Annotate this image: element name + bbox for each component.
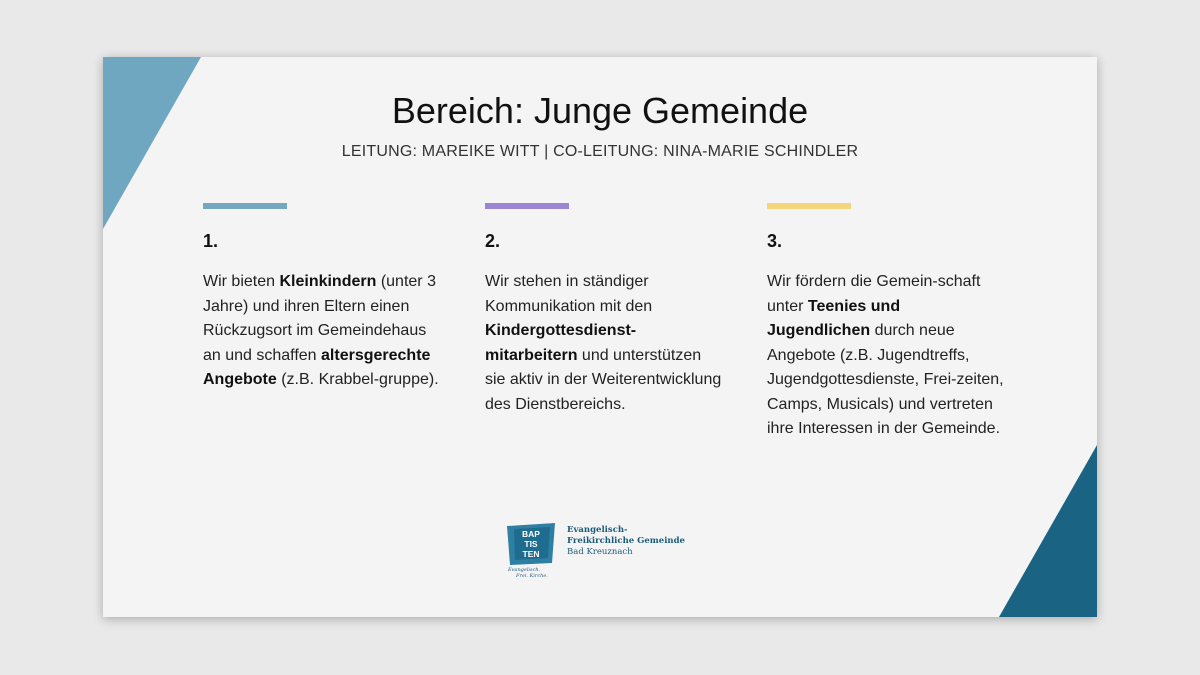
page-title: Bereich: Junge Gemeinde <box>391 90 809 131</box>
column-text-3 <box>767 270 1007 442</box>
corner-triangle-bottom-right <box>997 445 1097 617</box>
logo-badge-line-2: TIS <box>524 539 538 549</box>
page-subtitle: LEITUNG: MAREIKE WITT | CO-LEITUNG: NINA-MARIE SCHINDLER <box>341 143 859 160</box>
highlight-text: Kindergottesdienst-mitarbeitern <box>485 322 637 364</box>
accent-bar-2 <box>485 203 569 209</box>
org-line-2: Freikirchliche Gemeinde <box>567 536 685 546</box>
logo-badge-line-3: TEN <box>522 549 540 559</box>
column-number-1: 1. <box>203 231 219 251</box>
accent-bar-3 <box>767 203 851 209</box>
highlight-text: altersgerechte Angebote <box>203 346 431 388</box>
column-3 <box>767 203 1007 442</box>
column-number-2: 2. <box>485 231 501 251</box>
highlight-text: Kleinkindern <box>279 273 377 290</box>
org-line-1: Evangelisch- <box>567 525 628 535</box>
logo-badge-line-1: BAP <box>522 529 540 539</box>
column-text-1 <box>203 270 443 393</box>
body-text: (unter 3 Jahre) und ihren Eltern einen Rückzugsort im Gemeindehaus an und schaffen <box>203 273 436 364</box>
logo-tagline-line-1: Evangelisch. <box>508 567 541 573</box>
body-text: (z.B. Krabbel-gruppe). <box>276 371 439 388</box>
body-text: Wir stehen in ständiger Kommunikation mit den <box>485 273 653 315</box>
body-text: Wir fördern die Gemein-schaft unter <box>767 273 981 315</box>
highlight-text: Teenies und Jugendlichen <box>767 297 901 339</box>
org-line-3: Bad Kreuznach <box>567 547 633 557</box>
column-2 <box>485 203 725 417</box>
column-1 <box>203 203 443 393</box>
logo-tagline <box>508 567 548 579</box>
logo-tagline-line-2: Frei. Kirche. <box>516 573 548 579</box>
body-text: Wir bieten <box>203 273 280 290</box>
column-number-3: 3. <box>767 231 783 251</box>
column-text-2 <box>485 270 725 417</box>
body-text: und unterstützen sie aktiv in der Weiterentwicklung des Dienstbereichs. <box>485 346 722 413</box>
slide <box>103 57 1097 617</box>
baptisten-logo-icon <box>505 523 559 569</box>
body-text: durch neue Angebote (z.B. Jugendtreffs, Jugendgottesdienste, Frei-zeiten, Camps, Musicals) und vertreten ihre Interessen in der Gemeinde. <box>767 322 1004 437</box>
accent-bar-1 <box>203 203 287 209</box>
organization-name <box>567 525 685 558</box>
